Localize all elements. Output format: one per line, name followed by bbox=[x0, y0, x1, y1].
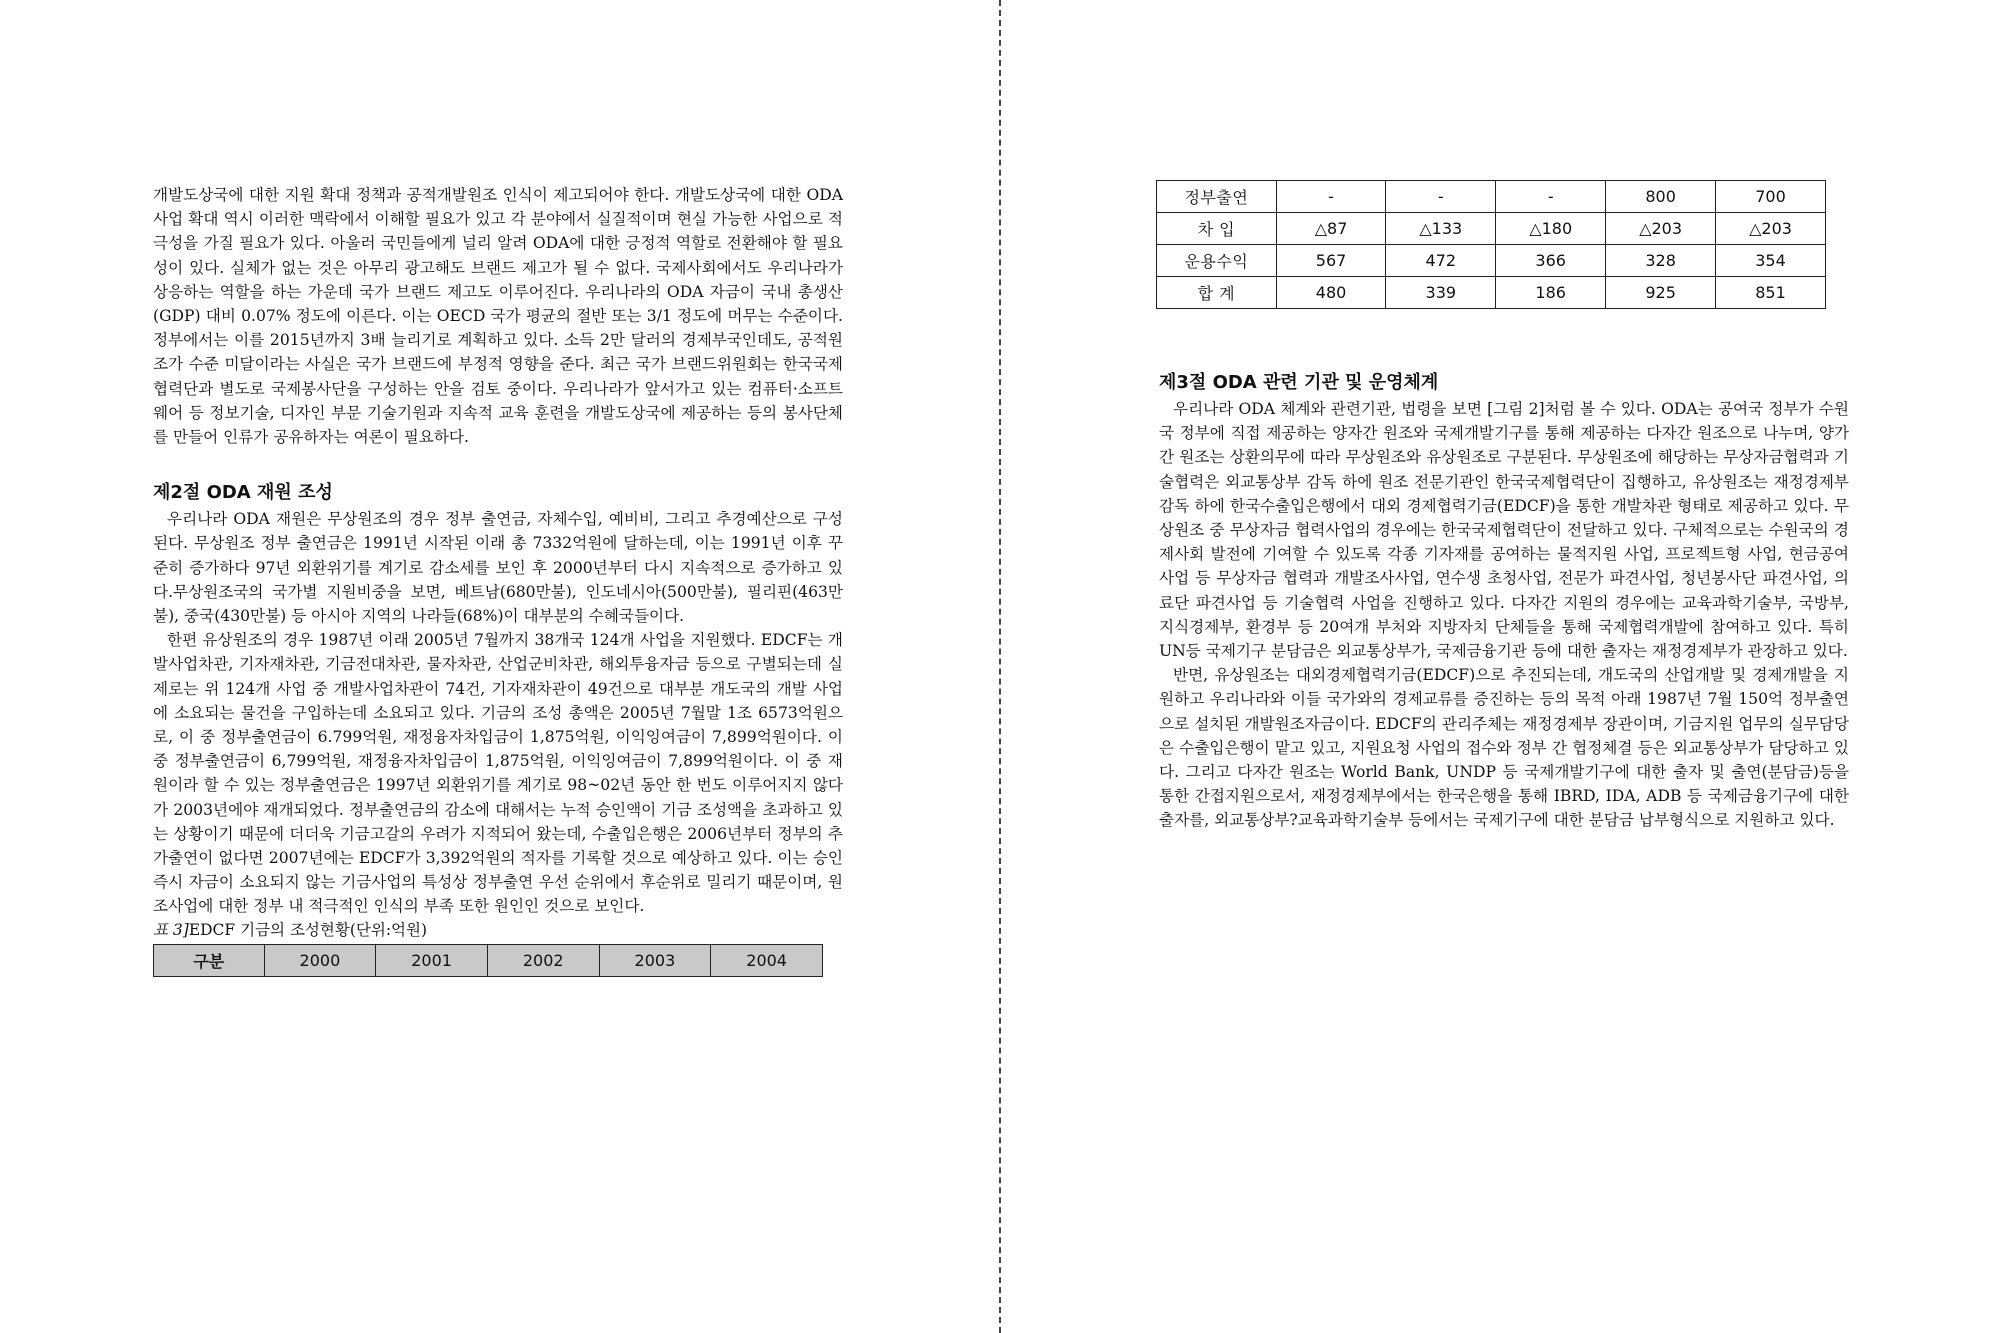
table-cell: 851 bbox=[1716, 277, 1826, 309]
table-cell: 328 bbox=[1606, 245, 1716, 277]
header-cell: 2004 bbox=[711, 944, 823, 976]
header-cell: 2003 bbox=[599, 944, 711, 976]
table-cell: △133 bbox=[1386, 213, 1496, 245]
table-cell: - bbox=[1276, 181, 1386, 213]
table-cell: △203 bbox=[1716, 213, 1826, 245]
table-cell: 366 bbox=[1496, 245, 1606, 277]
section-2-title: 제2절 ODA 재원 조성 bbox=[153, 482, 333, 504]
header-cell: 2002 bbox=[487, 944, 599, 976]
row-label: 운용수익 bbox=[1157, 245, 1277, 277]
table-cell: 925 bbox=[1606, 277, 1716, 309]
table-row bbox=[1157, 181, 1826, 213]
table-cell: 480 bbox=[1276, 277, 1386, 309]
section-3-title: 제3절 ODA 관련 기관 및 운영체계 bbox=[1159, 372, 1439, 393]
table-caption-text: EDCF 기금의 조성현황(단위:억원) bbox=[188, 920, 428, 939]
table-cell: 472 bbox=[1386, 245, 1496, 277]
left-column bbox=[153, 183, 843, 977]
row-label: 정부출연 bbox=[1157, 181, 1277, 213]
table-cell: △203 bbox=[1606, 213, 1716, 245]
table-cell: 186 bbox=[1496, 277, 1606, 309]
section-3-paragraph-2: 반면, 유상원조는 대외경제협력기금(EDCF)으로 추진되는데, 개도국의 산업개발 및 경제개발을 지원하고 우리나라와 이들 국가와의 경제교류를 증진하는 등의 목적 아래 1987년 7월 150억 정부출연으로 설치된 개발원조자금이다. EDCF의 관리주체는 재정경제부 장관이며, 기금지원 업무의 실무담당은 수출입은행이 맡고 있고, 지원요청 사업의 접수와 정부 간 협정체결 등은 외교통상부가 담당하고 있다. 그리고 다자간 원조는 World Bank, UNDP 등 국제개발기구에 대한 출자 및 출연(분담금)등을 통한 간접지원으로서, 재정경제부에서는 한국은행을 통해 IBRD, IDA, ADB 등 국제금융기구에 대한 출자를, 외교통상부?교육과학기술부 등에서는 국제기구에 대한 분담금 납부형식으로 지원하고 있다. bbox=[1159, 666, 1849, 830]
table-row bbox=[1157, 213, 1826, 245]
table-cell: 339 bbox=[1386, 277, 1496, 309]
right-page bbox=[1001, 0, 1994, 1333]
table-caption bbox=[153, 919, 843, 941]
row-label: 차 입 bbox=[1157, 213, 1277, 245]
table-cell: △87 bbox=[1276, 213, 1386, 245]
edcf-table-header bbox=[153, 944, 823, 977]
row-label: 합 계 bbox=[1157, 277, 1277, 309]
header-cell: 2001 bbox=[376, 944, 488, 976]
table-cell: 700 bbox=[1716, 181, 1826, 213]
right-column bbox=[1159, 369, 1849, 833]
table-header-row bbox=[154, 944, 823, 976]
edcf-table-continued bbox=[1156, 180, 1826, 309]
header-cell: 구분 bbox=[154, 944, 265, 976]
table-cell: - bbox=[1496, 181, 1606, 213]
table-cell: 354 bbox=[1716, 245, 1826, 277]
table-row bbox=[1157, 245, 1826, 277]
section-3-paragraph-1: 우리나라 ODA 체계와 관련기관, 법령을 보면 [그림 2]처럼 볼 수 있다. ODA는 공여국 정부가 수원국 정부에 직접 제공하는 양자간 원조와 국제개발기구를 통해 제공하는 다자간 원조으로 나누며, 양가 간 원조는 상환의무에 따라 무상원조와 유상원조로 구분된다. 무상원조에 해당하는 무상자금협력과 기술협력은 외교통상부 감독 하에 원조 전문기관인 한국국제협력단이 집행하고, 유상원조는 재정경제부 감독 하에 한국수출입은행에서 대외 경제협력기금(EDCF)을 통한 개발차관 형태로 제공하고 있다. 무상원조 중 무상자금 협력사업의 경우에는 한국국제협력단이 전달하고 있다. 구체적으로는 수원국의 경제사회 발전에 기여할 수 있도록 각종 기자재를 공여하는 물적지원 사업, 프로젝트형 사업, 현금공여 사업 등 무상자금 협력과 개발조사사업, 연수생 초청사업, 전문가 파견사업, 청년봉사단 파견사업, 의료단 파견사업 등 기술협력 사업을 진행하고 있다. 다자간 지원의 경우에는 교육과학기술부, 국방부, 지식경제부, 환경부 등 20여개 부처와 지방자치 단체들을 통해 국제협력개발에 참여하고 있다. 특히 UN등 국제기구 분담금은 외교통상부가, 국제금융기관 등에 대한 출자는 재정경제부가 관장하고 있다. bbox=[1159, 400, 1849, 661]
table-cell: - bbox=[1386, 181, 1496, 213]
table-cell: △180 bbox=[1496, 213, 1606, 245]
table-cell: 800 bbox=[1606, 181, 1716, 213]
header-cell: 2000 bbox=[264, 944, 376, 976]
intro-paragraph: 개발도상국에 대한 지원 확대 정책과 공적개발원조 인식이 제고되어야 한다. 개발도상국에 대한 ODA 사업 확대 역시 이러한 맥락에서 이해할 필요가 있고 각 분야에서 실질적이며 현실 가능한 사업으로 적극성을 가질 필요가 있다. 아울러 국민들에게 널리 알려 ODA에 대한 긍정적 역할로 전환해야 할 필요성이 있다. 실체가 없는 것은 아무리 광고해도 브랜드 제고가 될 수 없다. 국제사회에서도 우리나라가 상응하는 역할을 하는 가운데 국가 브랜드 제고도 이루어진다. 우리나라의 ODA 자금이 국내 총생산(GDP) 대비 0.07% 정도에 이른다. 이는 OECD 국가 평균의 절반 또는 3/1 정도에 머무는 수준이다. 정부에서는 이를 2015년까지 3배 늘리기로 계획하고 있다. 소득 2만 달러의 경제부국인데도, 공적원조가 수준 미달이라는 사실은 국가 브랜드에 부정적 영향을 준다. 최근 국가 브랜드위원회는 한국국제협력단과 별도로 국제봉사단을 구성하는 안을 검토 중이다. 우리나라가 앞서가고 있는 컴퓨터·소프트웨어 등 정보기술, 디자인 부문 기술기원과 지속적 교육 훈련을 개발도상국에 제공하는 등의 봉사단체를 만들어 인류가 공유하자는 여론이 필요하다. bbox=[153, 186, 843, 447]
section-2-paragraph-2: 한편 유상원조의 경우 1987년 이래 2005년 7월까지 38개국 124개 사업을 지원했다. EDCF는 개발사업차관, 기자재차관, 기금전대차관, 물자차관, 산업군비차관, 해외투융자금 등으로 구별되는데 실제로는 위 124개 사업 중 개발사업차관이 74건, 기자재차관이 49건으로 대부분 개도국의 개발 사업에 소요되는 물건을 구입하는데 소요되고 있다. 기금의 조성 총액은 2005년 7월말 1조 6573억원으로, 이 중 정부출연금이 6.799억원, 재정융자차입금이 1,875억원, 이익잉여금이 7,899억원이다. 이 중 정부출연금이 6,799억원, 재정융자차입금이 1,875억원, 이익잉여금이 7,899억원이다. 이 중 재원이라 할 수 있는 정부출연금은 1997년 외환위기를 계기로 98~02년 동안 한 번도 이루어지지 않다가 2003년에야 재개되었다. 정부출연금의 감소에 대해서는 누적 승인액이 기금 조성액을 초과하고 있는 상황이기 때문에 더더욱 기금고갈의 우려가 지적되어 왔는데, 수출입은행은 2006년부터 정부의 추가출연이 없다면 2007년에는 EDCF가 3,392억원의 적자를 기록할 것으로 예상하고 있다. 이는 승인 즉시 자금이 소요되지 않는 기금사업의 특성상 정부출연 우선 순위에서 후순위로 밀리기 때문이며, 원조사업에 대한 정부 내 적극적인 인식의 부족 또한 원인인 것으로 보인다. bbox=[153, 631, 844, 916]
table-caption-label: 표 3] bbox=[153, 920, 189, 939]
section-2-paragraph-1: 우리나라 ODA 재원은 무상원조의 경우 정부 출연금, 자체수입, 예비비, 그리고 추경예산으로 구성된다. 무상원조 정부 출연금은 1991년 시작된 이래 총 7332억원에 달하는데, 이는 1991년 이후 꾸준히 증가하다 97년 외환위기를 계기로 감소세를 보인 후 2000년부터 다시 지속적으로 증가하고 있다.무상원조국의 국가별 지원비중을 보면, 베트남(680만불), 인도네시아(500만불), 필리핀(463만불), 중국(430만불) 등 아시아 지역의 나라들(68%)이 대부분의 수혜국들이다. bbox=[153, 510, 843, 626]
table-row bbox=[1157, 277, 1826, 309]
table-cell: 567 bbox=[1276, 245, 1386, 277]
